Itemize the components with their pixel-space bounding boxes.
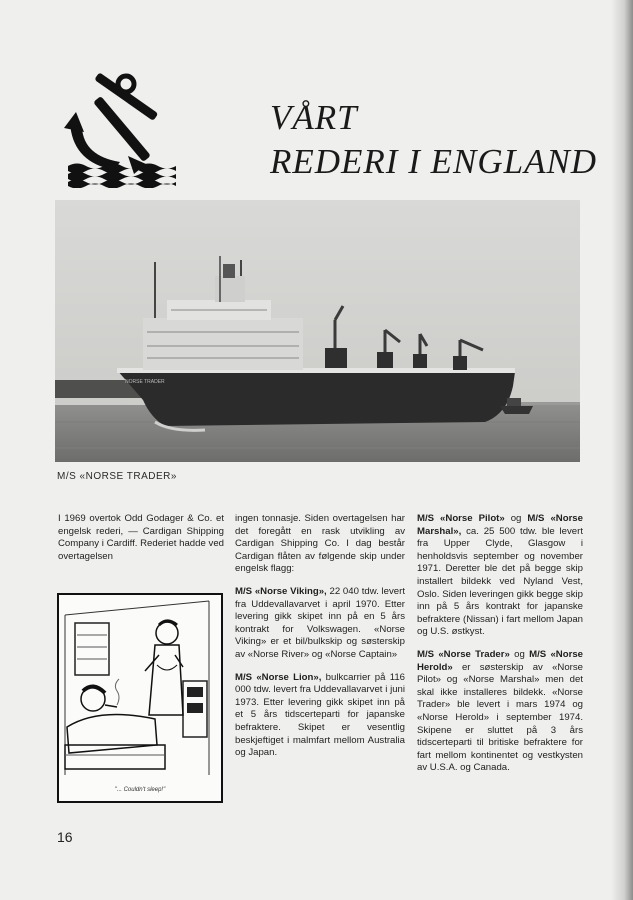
col2-paragraph-3-text: bulkcarrier på 116 000 tdw. levert fra Uddevallavarvet i juni 1973. Etter levering gikk skipet inn på et 5 års tidscerteparti for japanske befraktere. Skipet er vesentlig beskjeftiget i malmfart mellom Australia og Japan. [235,671,405,759]
cargo-ship-photo [55,200,580,462]
ship-name-norse-trader: M/S «Norse Trader» [417,648,510,660]
title-line-1: VÅRT [270,98,358,137]
ship-name-norse-lion: M/S «Norse Lion», [235,671,322,683]
page-number: 16 [57,829,73,845]
article-column-2 [235,513,405,770]
col3-p1-conjunction: og [504,513,528,524]
col3-paragraph-1 [417,513,583,639]
anchor-logo-icon [62,70,180,188]
ship-name-norse-herold: M/S «Norse Herold» [417,648,583,673]
article-column-1 [58,513,224,573]
ship-name-norse-pilot: M/S «Norse Pilot» [417,513,505,524]
col3-paragraph-2-text: er søsterskip av «Norse Pilot» og «Norse Marshal» men det skal ikke installeres bildekk. «Norse Trader» ble levert i mars 1974 og «Norse Herold» i september 1974. Skipene er sluttet på 3 års tidscerteparti til britiske befraktere for fart mellom kontinentet og vestkysten av U.S.A. og Canada. [417,661,583,774]
hull-name-text: NORSE TRADER [125,379,165,385]
col2-paragraph-1: ingen tonnasje. Siden overtagelsen har det foregått en rask utvikling av Cardigan Shipping Co. I dag består Cardigan flåten av følgende skip under engelsk flagg: [235,513,405,575]
col1-paragraph-1: I 1969 overtok Odd Godager & Co. et engelsk rederi, — Cardigan Shipping Company i Cardiff. Rederiet hadde ved overtagelsen [58,513,224,562]
title-line-2: REDERI I ENGLAND [270,142,598,181]
ship-name-norse-viking: M/S «Norse Viking», [235,585,327,597]
page-title [270,96,610,184]
article-column-3 [417,513,583,785]
col2-paragraph-3 [235,672,405,760]
col2-paragraph-2 [235,586,405,662]
cartoon-caption: "... Couldn't sleep!" [114,787,166,793]
col3-paragraph-2 [417,649,583,775]
ship-name-norse-marshal: M/S «Norse Marshal», [417,513,583,537]
col2-paragraph-2-text: 22 040 tdw. levert fra Uddevallavarvet i april 1970. Etter levering gikk skipet inn på en 5 års kontrakt for Volkswagen. «Norse Viking» er et bil/bulkskip og søsterskip av «Norse River» og «Norse Captain» [235,585,405,660]
photo-caption: M/S «NORSE TRADER» [57,471,177,482]
page-edge-shadow [611,0,633,900]
cartoon-illustration [57,593,223,803]
col3-paragraph-1-text: ca. 25 500 tdw. ble levert fra Upper Clyde, Glasgow i henholdsvis september og november 1971. Deretter ble det på begge skip installert bildekk ved Nyland Vest, Oslo. Siden leveringen gikk begge skip inn på 5 års kontrakt for japanske befraktere (Nissan) i fart mellom Japan og U.S. østkyst. [417,525,583,638]
col3-p2-conjunction: og [509,648,530,660]
